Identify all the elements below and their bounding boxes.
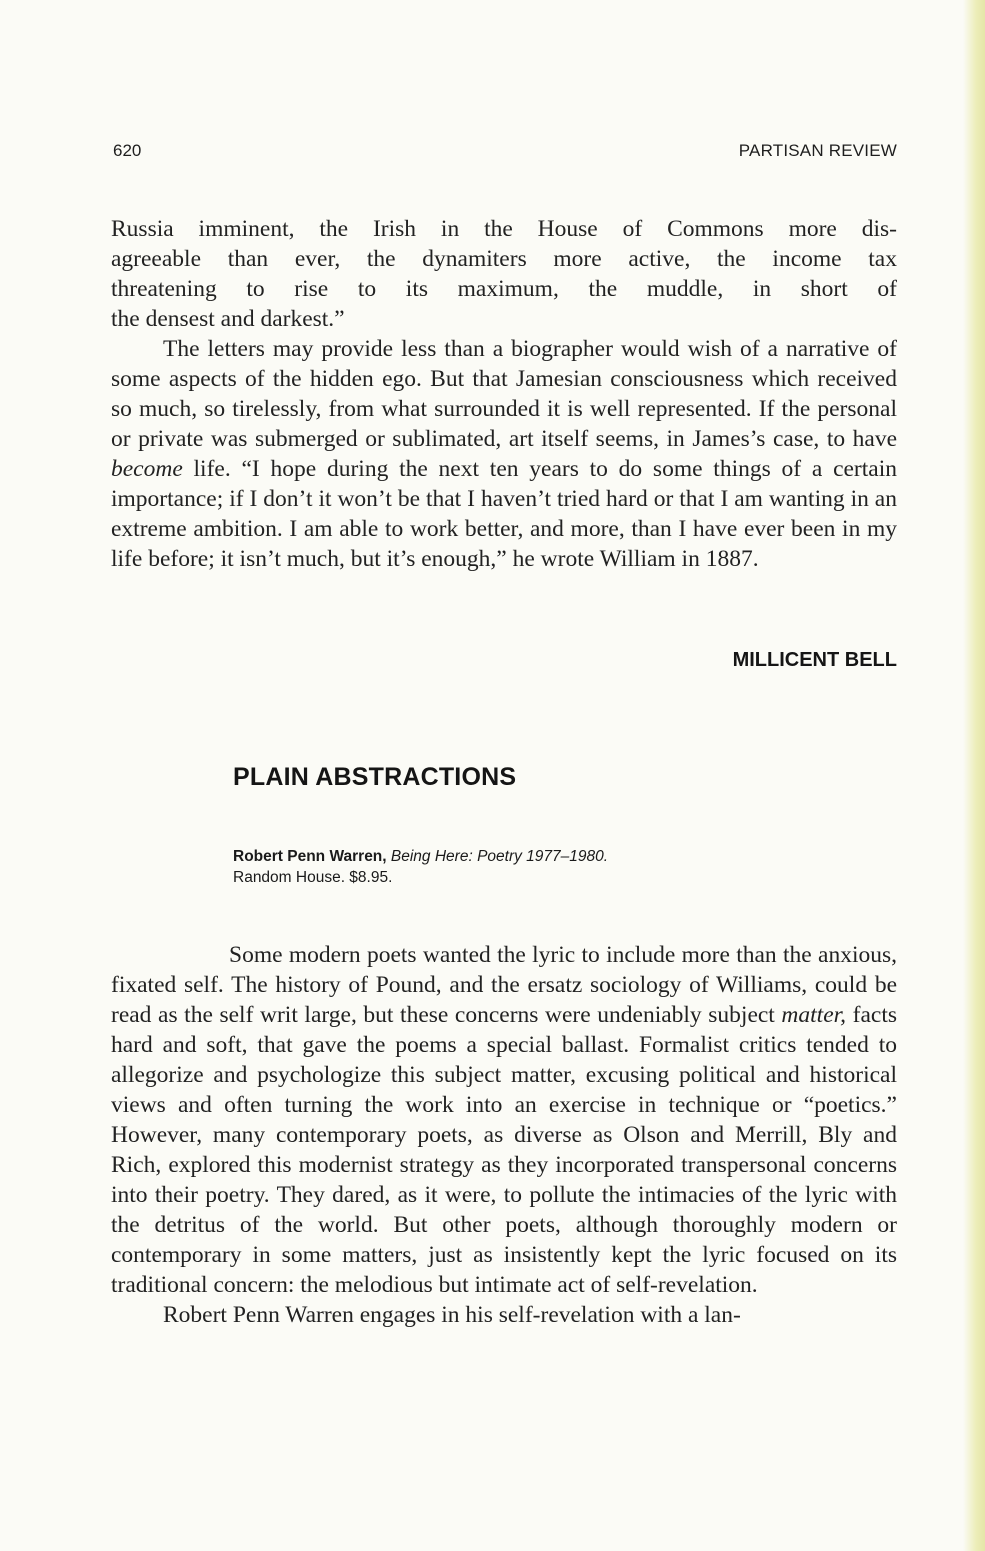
opening-text-2: facts hard and soft, that gave the poems a special ballast. Formalist critics tended to allegorize and psychologize this subject matter, excusing political and historical views and often turning the work into an exercise in technique or “poetics.” However, many contemporary poets, as diverse as Olson and Merrill, Bly and Rich, explored this modernist strategy as they incorporated transpersonal concerns into their poetry. They dared, as it were, to pollute the intimacies of the lyric with the detritus of the world. But other poets, although thoroughly modern or contemporary in some matters, just as insistently kept the lyric focused on its traditional concern: the melodious but intimate act of self-revelation. xyxy=(111,1002,897,1298)
opening-paragraph xyxy=(111,940,897,1300)
citation-publisher: Random House. $8.95. xyxy=(233,869,393,886)
opening-text-1: Some modern poets wanted the lyric to include more than the anxious, fixated self. The history of Pound, and the ersatz sociology of Williams, could be read as the self writ large, but these concerns were undeniably subject xyxy=(111,942,897,1028)
second-paragraph: Robert Penn Warren engages in his self-revelation with a lan- xyxy=(163,1302,741,1328)
continued-paragraph xyxy=(111,214,897,334)
article-title: PLAIN ABSTRACTIONS xyxy=(233,763,517,791)
page-edge-shadow xyxy=(963,0,985,1551)
running-header xyxy=(113,141,897,165)
page-number: 620 xyxy=(113,141,142,160)
reviewer-signature: MILLICENT BELL xyxy=(732,649,897,671)
citation-book-title: Being Here: Poetry 1977–1980. xyxy=(390,848,609,865)
letters-paragraph xyxy=(111,334,897,574)
opening-italic: matter, xyxy=(781,1002,847,1028)
continued-line-3: threatening to rise to its maximum, the muddle, in short of xyxy=(111,276,897,302)
continued-line-4: the densest and darkest.” xyxy=(111,306,345,332)
book-citation xyxy=(233,846,608,888)
letters-italic: become xyxy=(111,456,183,482)
letters-text-1: The letters may provide less than a biographer would wish of a narrative of some aspects of the hidden ego. But that Jamesian consciousness which received so much, so tirelessly, from what surrounded it is well represented. If the personal or private was submerged or sublimated, art itself seems, in James’s case, to have xyxy=(111,336,897,452)
journal-title: PARTISAN REVIEW xyxy=(738,141,897,160)
citation-author: Robert Penn Warren, xyxy=(233,848,387,865)
continued-line-1: Russia imminent, the Irish in the House of Commons more dis- xyxy=(111,216,897,242)
continued-line-2: agreeable than ever, the dynamiters more active, the income tax xyxy=(111,246,897,272)
article-body-text xyxy=(111,940,897,1330)
review-ending-text xyxy=(111,214,897,574)
letters-text-2: life. “I hope during the next ten years to do some things of a certain importance; if I don’t it won’t be that I haven’t tried hard or that I am wanting in an extreme ambition. I am able to work better, and more, than I have ever been in my life before; it isn’t much, but it’s enough,” he wrote William in 1887. xyxy=(111,456,897,572)
